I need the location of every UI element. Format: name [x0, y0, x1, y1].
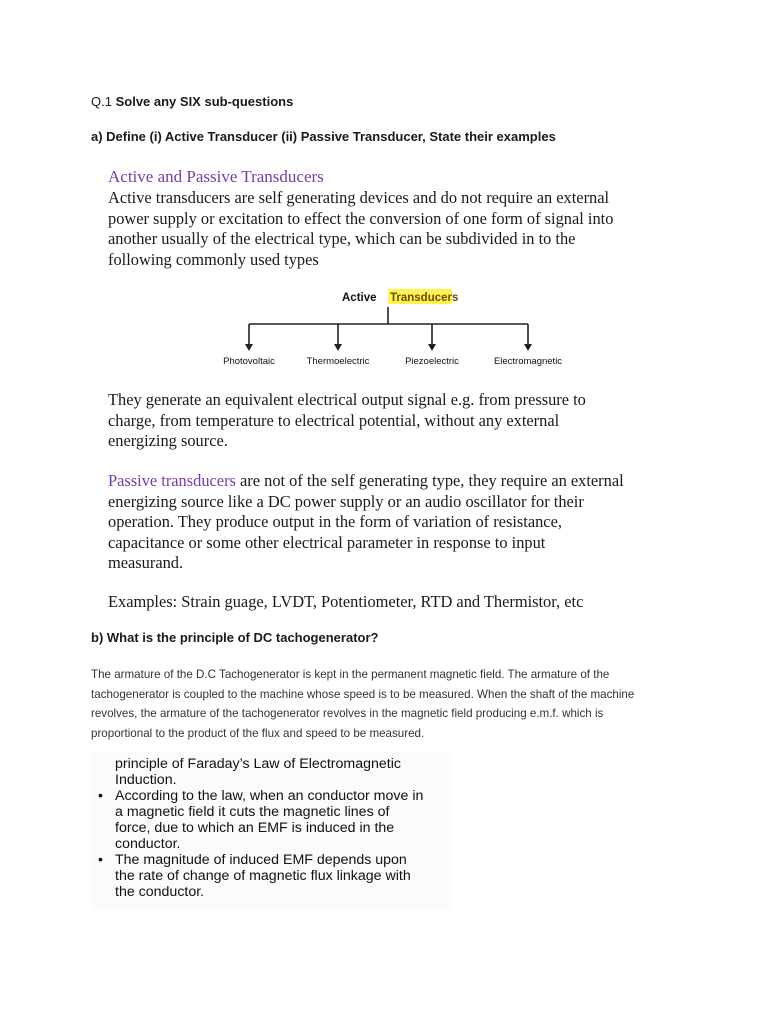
text-line: power supply or excitation to effect the conversion of one form of signal into — [108, 208, 614, 228]
text-line: revolves, the armature of the tachogenerator revolves in the magnetic field producing e.m.f. which is — [91, 707, 604, 721]
diagram-child-electromagnetic: Electromagnetic — [493, 356, 563, 367]
text-line: The armature of the D.C Tachogenerator is kept in the permanent magnetic field. The armature of the — [91, 668, 610, 681]
text-line: another usually of the electrical type, which can be subdivided in to the — [108, 229, 576, 249]
list-item — [98, 852, 455, 900]
text-line: conductor. — [115, 836, 181, 852]
text-line: Induction. — [115, 772, 177, 788]
faraday-principle-card — [91, 752, 451, 910]
text-line: principle of Faraday’s Law of Electromagnetic — [115, 756, 401, 772]
principle-bullet-list — [98, 788, 455, 900]
diagram-arrowhead — [428, 344, 436, 351]
text-line: charge, from temperature to electrical potential, without any external — [108, 410, 560, 430]
bullet-icon: • — [98, 788, 103, 804]
text-line: following commonly used types — [108, 249, 319, 269]
text-line: The magnitude of induced EMF depends upon — [115, 852, 407, 868]
passive-term: Passive transducers — [108, 471, 236, 490]
principle-lead — [115, 756, 455, 788]
active-output-paragraph — [108, 390, 658, 452]
examples-line: Examples: Strain guage, LVDT, Potentiometer, RTD and Thermistor, etc — [108, 592, 584, 611]
diagram-root-highlight: Transducers — [390, 292, 459, 304]
text-line: tachogenerator is coupled to the machine whose speed is to be measured. When the shaft of the machine — [91, 687, 635, 701]
diagram-child-photovoltaic: Photovoltaic — [223, 356, 275, 367]
active-definition-paragraph — [108, 188, 658, 270]
text-line: a magnetic field it cuts the magnetic lines of — [115, 804, 390, 820]
section-title: Active and Passive Transducers — [108, 167, 324, 186]
diagram-arrowhead — [524, 344, 532, 351]
text-line: energizing source. — [108, 431, 228, 451]
text-line: force, due to which an EMF is induced in the — [115, 820, 395, 836]
diagram-arrowhead — [245, 344, 253, 351]
text-line: Active transducers are self generating devices and do not require an external — [108, 188, 610, 207]
text-line: proportional to the product of the flux and speed to be measured. — [91, 726, 425, 740]
sub-question-b: b) What is the principle of DC tachogenerator? — [91, 630, 379, 645]
text-line: operation. They produce output in the form of variation of resistance, — [108, 512, 562, 532]
sub-question-a: a) Define (i) Active Transducer (ii) Passive Transducer, State their examples — [91, 129, 556, 144]
passive-definition-paragraph — [108, 471, 658, 574]
question-instruction: Solve any SIX sub-questions — [115, 94, 294, 109]
tachogenerator-answer-paragraph — [91, 665, 691, 743]
question-header — [91, 94, 293, 109]
text-line: capacitance or some other electrical parameter in response to input — [108, 532, 546, 552]
diagram-root-prefix: Active — [342, 292, 377, 304]
diagram-children — [223, 324, 562, 367]
text-line: energizing source like a DC power supply or an audio oscillator for their — [108, 491, 584, 511]
active-transducers-tree-diagram — [210, 284, 590, 374]
diagram-arrowhead — [334, 344, 342, 351]
passive-definition-first: are not of the self generating type, they require an external — [235, 471, 624, 490]
text-line — [108, 471, 658, 492]
text-line: They generate an equivalent electrical output signal e.g. from pressure to — [108, 390, 586, 409]
diagram-child-thermoelectric: Thermoelectric — [306, 356, 370, 367]
bullet-icon: • — [98, 852, 103, 868]
list-item — [98, 788, 455, 852]
question-number: Q.1 — [91, 94, 112, 109]
diagram-child-piezoelectric: Piezoelectric — [405, 356, 459, 367]
text-line: According to the law, when an conductor move in — [115, 788, 424, 804]
text-line: measurand. — [108, 553, 184, 573]
text-line: the rate of change of magnetic flux linkage with — [115, 868, 411, 884]
text-line: the conductor. — [115, 884, 205, 900]
